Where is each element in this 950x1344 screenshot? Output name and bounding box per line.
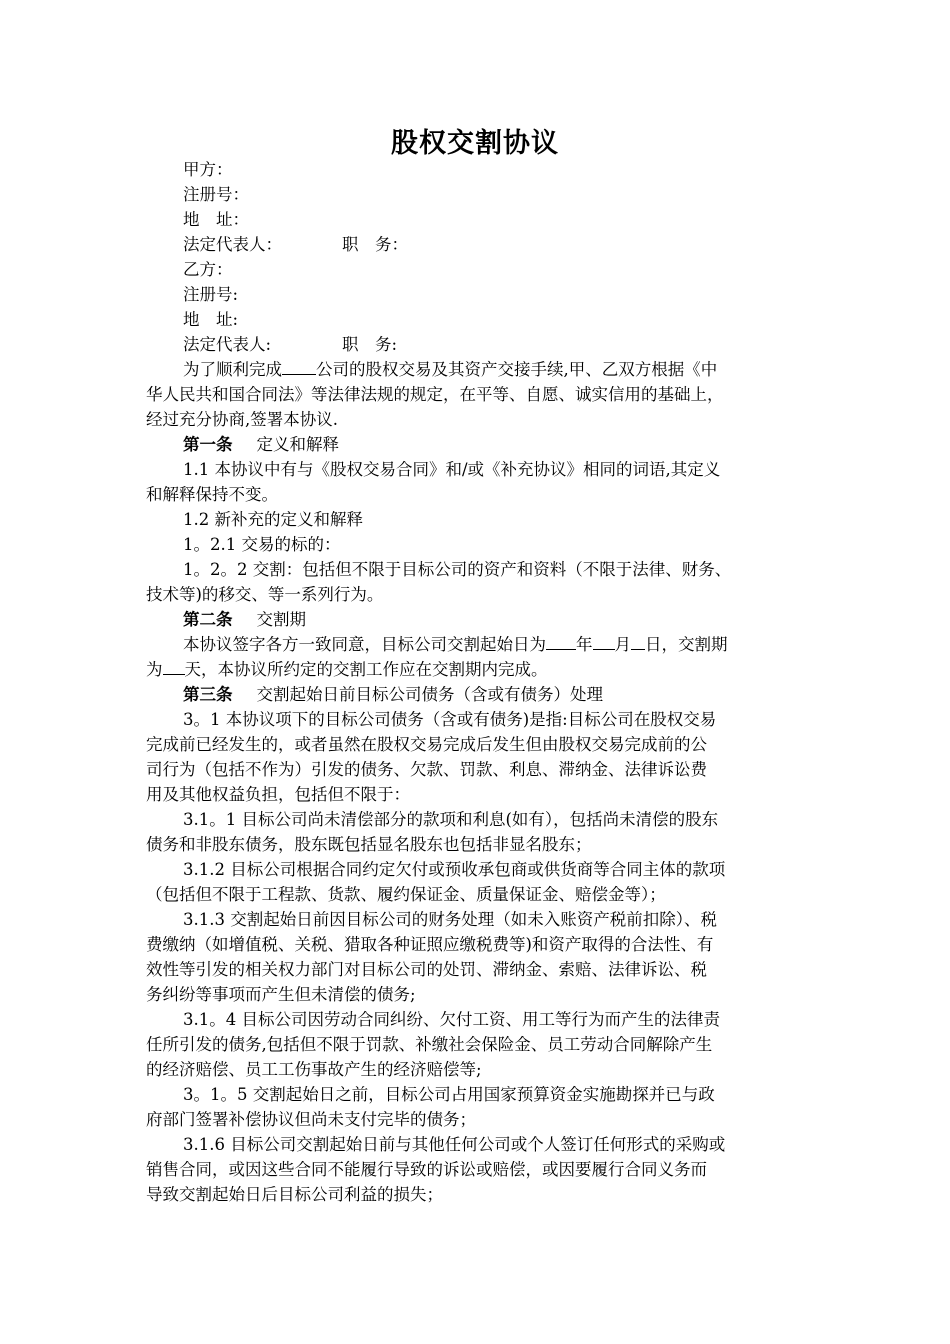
company-name-blank: [282, 360, 316, 375]
party-b-label: 乙方：: [183, 260, 233, 279]
day-blank: [631, 635, 645, 650]
preamble-line-2: 华人民共和国合同法》等法律法规的规定，在平等、自愿、诚实信用的基础上，: [146, 385, 724, 404]
clause-3-1-1-line: 3.1。1 目标公司尚未清偿部分的款项和利息(如有），包括尚未清偿的股东: [183, 810, 719, 829]
party-a-legal-rep: 法定代表人：: [183, 235, 282, 254]
document-body: [146, 157, 822, 1207]
article-2-line-1: 本协议签字各方一致同意，目标公司交割起始日为 年 月 日，交割期: [183, 635, 728, 654]
document-title: 股权交割协议: [391, 128, 559, 159]
month-blank: [593, 635, 615, 650]
clause-3-1-3-line: 费缴纳（如增值税、关税、猎取各种证照应缴税费等)和资产取得的合法性、有: [146, 935, 714, 954]
party-b-address: 地 址:: [183, 310, 239, 329]
party-b-position: 职 务:: [342, 335, 398, 354]
clause-3-1-2-line: 3.1.2 目标公司根据合同约定欠付或预收承包商或供货商等合同主体的款项: [183, 860, 726, 879]
clause-3-1-4-line: 任所引发的债务,包括但不限于罚款、补缴社会保险金、员工劳动合同解除产生: [146, 1035, 713, 1054]
clause-1-1-line-2: 和解释保持不变。: [146, 485, 278, 504]
clause-3-1-6-line: 导致交割起始日后目标公司利益的损失；: [146, 1185, 443, 1204]
party-a-address: 地 址：: [183, 210, 249, 229]
days-blank: [163, 660, 185, 675]
clause-3-1-3-line: 务纠纷等事项而产生但未清偿的债务;: [146, 985, 416, 1004]
clause-1-2-2-line-1: 1。2。2 交割：包括但不限于目标公司的资产和资料（不限于法律、财务、: [183, 560, 732, 579]
article-1-heading: 第一条 定义和解释: [183, 435, 339, 454]
article-2-heading: 第二条 交割期: [183, 610, 306, 629]
party-a-rep-line: [146, 232, 822, 257]
clause-3-1-1-line: 债务和非股东债务，股东既包括显名股东也包括非显名股东；: [146, 835, 592, 854]
party-b-reg-no: 注册号:: [183, 285, 239, 304]
clause-3-1-3-line: 3.1.3 交割起始日前因目标公司的财务处理（如未入账资产税前扣除）、税: [183, 910, 717, 929]
clause-3-1-6-line: 销售合同，或因这些合同不能履行导致的诉讼或赔偿，或因要履行合同义务而: [146, 1160, 707, 1179]
clause-1-2: 1.2 新补充的定义和解释: [183, 510, 363, 529]
preamble-line-1: 为了顺利完成 公司的股权交易及其资产交接手续,甲、乙双方根据《中: [183, 360, 718, 379]
party-a-reg-no: 注册号：: [183, 185, 249, 204]
party-b-rep-line: [146, 332, 822, 357]
party-b-legal-rep: 法定代表人:: [183, 335, 272, 354]
year-blank: [546, 635, 576, 650]
clause-3-1-line: 司行为（包括不作为）引发的债务、欠款、罚款、利息、滞纳金、法律诉讼费: [146, 760, 707, 779]
clause-3-1-line: 完成前已经发生的，或者虽然在股权交易完成后发生但由股权交易完成前的公: [146, 735, 707, 754]
party-a-label: 甲方：: [183, 160, 233, 179]
clause-3-1-4-line: 3.1。4 目标公司因劳动合同纠纷、欠付工资、用工等行为而产生的法律责: [183, 1010, 720, 1029]
clause-3-1-2-line: （包括但不限于工程款、货款、履约保证金、质量保证金、赔偿金等）；: [146, 885, 666, 904]
clause-3-1-line: 3。1 本协议项下的目标公司债务（含或有债务)是指:目标公司在股权交易: [183, 710, 717, 729]
clause-3-1-6-line: 3.1.6 目标公司交割起始日前与其他任何公司或个人签订任何形式的采购或: [183, 1135, 726, 1154]
clause-1-1-line-1: 1.1 本协议中有与《股权交易合同》和/或《补充协议》相同的词语,其定义: [183, 460, 721, 479]
clause-3-1-line: 用及其他权益负担，包括但不限于：: [146, 785, 410, 804]
clause-3-1-4-line: 的经济赔偿、员工工伤事故产生的经济赔偿等;: [146, 1060, 482, 1079]
clause-1-2-1: 1。2.1 交易的标的：: [183, 535, 341, 554]
clause-3-1-5-line: 府部门签署补偿协议但尚未支付完毕的债务；: [146, 1110, 476, 1129]
preamble-line-3: 经过充分协商,签署本协议.: [146, 410, 338, 429]
article-2-line-2: 为 天，本协议所约定的交割工作应在交割期内完成。: [146, 660, 548, 679]
clause-3-1-5-line: 3。1。5 交割起始日之前，目标公司占用国家预算资金实施勘探并已与政: [183, 1085, 715, 1104]
party-a-position: 职 务：: [342, 235, 408, 254]
clause-1-2-2-line-2: 技术等)的移交、等一系列行为。: [146, 585, 384, 604]
article-3-heading: 第三条 交割起始日前目标公司债务（含或有债务）处理: [183, 685, 603, 704]
clause-3-1-3-line: 效性等引发的相关权力部门对目标公司的处罚、滞纳金、索赔、法律诉讼、税: [146, 960, 707, 979]
